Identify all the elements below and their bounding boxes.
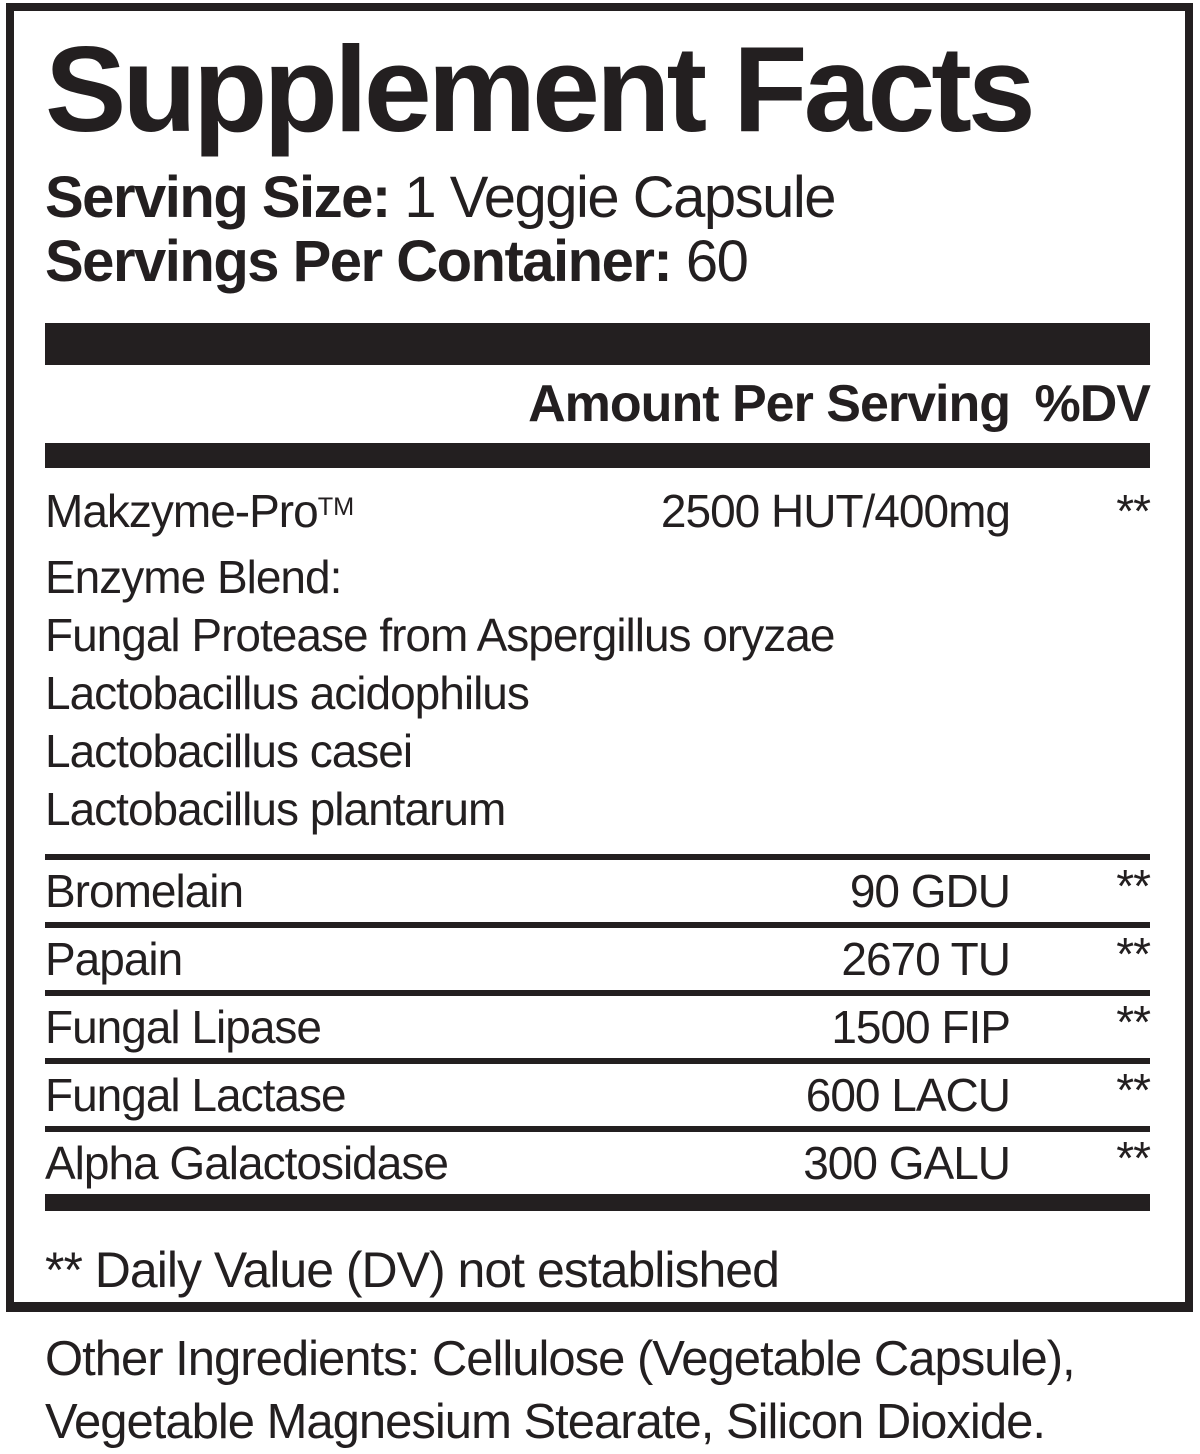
ingredient-dv: ** (1116, 996, 1150, 1049)
other-ingredients-line-1: Other Ingredients: Cellulose (Vegetable Capsule), (45, 1332, 1075, 1386)
ingredient-amount: 600 LACU (805, 1069, 1010, 1122)
blend-name (45, 482, 661, 548)
blend-subline: Lactobacillus acidophilus (45, 667, 529, 720)
ingredient-amount: 2670 TU (841, 933, 1010, 986)
ingredient-amount: 300 GALU (803, 1137, 1010, 1190)
ingredient-name: Fungal Lactase (45, 1069, 346, 1122)
daily-value-footnote: ** Daily Value (DV) not established (45, 1242, 779, 1299)
ingredient-dv: ** (1116, 1132, 1150, 1185)
supplement-facts-panel (6, 3, 1193, 1312)
serving-size-label: Serving Size: (45, 165, 390, 231)
trademark-superscript: TM (317, 492, 355, 521)
blend-name-text: Makzyme-Pro (45, 485, 318, 538)
blend-dv: ** (1116, 485, 1150, 538)
divider-bar-under-header (45, 443, 1150, 468)
ingredient-dv: ** (1116, 1064, 1150, 1117)
column-header-row (45, 365, 1150, 443)
ingredient-name: Alpha Galactosidase (45, 1137, 448, 1190)
percent-dv-header: %DV (1034, 375, 1150, 434)
ingredient-name: Papain (45, 933, 183, 986)
panel-title: Supplement Facts (45, 21, 1032, 157)
thick-divider-bar-bottom (45, 1194, 1150, 1211)
ingredient-row-bromelain (45, 854, 1150, 922)
blend-subline: Lactobacillus casei (45, 725, 413, 778)
blend-subline: Enzyme Blend: (45, 551, 342, 604)
ingredient-row-alpha-galactosidase (45, 1126, 1150, 1194)
serving-size-value: 1 Veggie Capsule (389, 165, 836, 231)
thick-divider-bar-top (45, 323, 1150, 365)
blend-amount: 2500 HUT/400mg (660, 485, 1010, 538)
ingredient-name: Bromelain (45, 865, 244, 918)
serving-size-line (45, 166, 1150, 230)
amount-per-serving-header: Amount Per Serving (528, 375, 1010, 434)
blend-subline: Lactobacillus plantarum (45, 783, 506, 836)
ingredient-dv: ** (1116, 928, 1150, 981)
enzyme-blend-row (45, 468, 1150, 854)
servings-per-container-label: Servings Per Container: (45, 229, 672, 295)
ingredient-dv: ** (1116, 860, 1150, 913)
ingredient-row-papain (45, 922, 1150, 990)
ingredient-row-fungal-lipase (45, 990, 1150, 1058)
ingredient-row-fungal-lactase (45, 1058, 1150, 1126)
blend-sublines (45, 548, 1150, 838)
ingredient-name: Fungal Lipase (45, 1001, 321, 1054)
ingredient-amount: 90 GDU (849, 865, 1010, 918)
servings-per-container-value: 60 (671, 229, 748, 295)
servings-per-container-line (45, 230, 1150, 294)
other-ingredients-block (45, 1328, 1200, 1454)
blend-subline: Fungal Protease from Aspergillus oryzae (45, 609, 835, 662)
other-ingredients-line-2: Vegetable Magnesium Stearate, Silicon Dioxide. (45, 1395, 1045, 1449)
ingredient-amount: 1500 FIP (831, 1001, 1010, 1054)
